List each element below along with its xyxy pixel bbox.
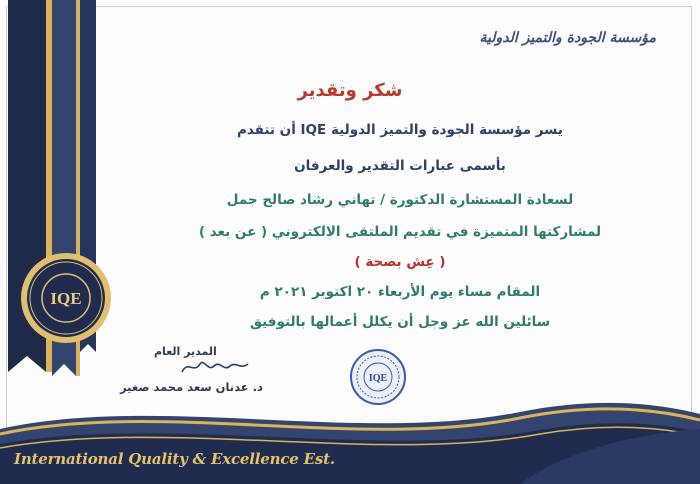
event-name: ( عِش بصحة ) [354,254,446,270]
date-line: المقام مساء يوم الأربعاء ٢٠ اكتوبر ٢٠٢١ م [259,284,541,300]
certificate-title: شكر وتقدير [297,80,403,101]
stamp-label: IQE [368,373,388,384]
header-organization-name: مؤسسة الجودة والتميز الدولية [479,30,656,46]
body-line-2: بأسمى عبارات التقدير والعرفان [294,158,506,174]
director-name: د. عدنان سعد محمد صغير [120,380,263,394]
body-line-1: يسر مؤسسة الجودة والتميز الدولية IQE أن تتقدم [236,122,563,138]
body-line-4: لمشاركتها المتميزة في تقديم الملتقى الالكتروني ( عن بعد ) [198,224,602,240]
iqe-gold-seal [20,252,112,344]
closing-line: سائلين الله عز وجل أن يكلل أعمالها بالتوفيق [249,314,551,330]
director-signature [180,356,250,378]
recipient-line: لسعادة المستشارة الدكتورة / تهاني رشاد صالح جمل [226,192,574,208]
footer-organization-name: International Quality & Excellence Est. [14,450,335,468]
iqe-blue-stamp [349,348,407,406]
director-title: المدير العام [154,345,217,358]
seal-label: IQE [50,289,82,308]
